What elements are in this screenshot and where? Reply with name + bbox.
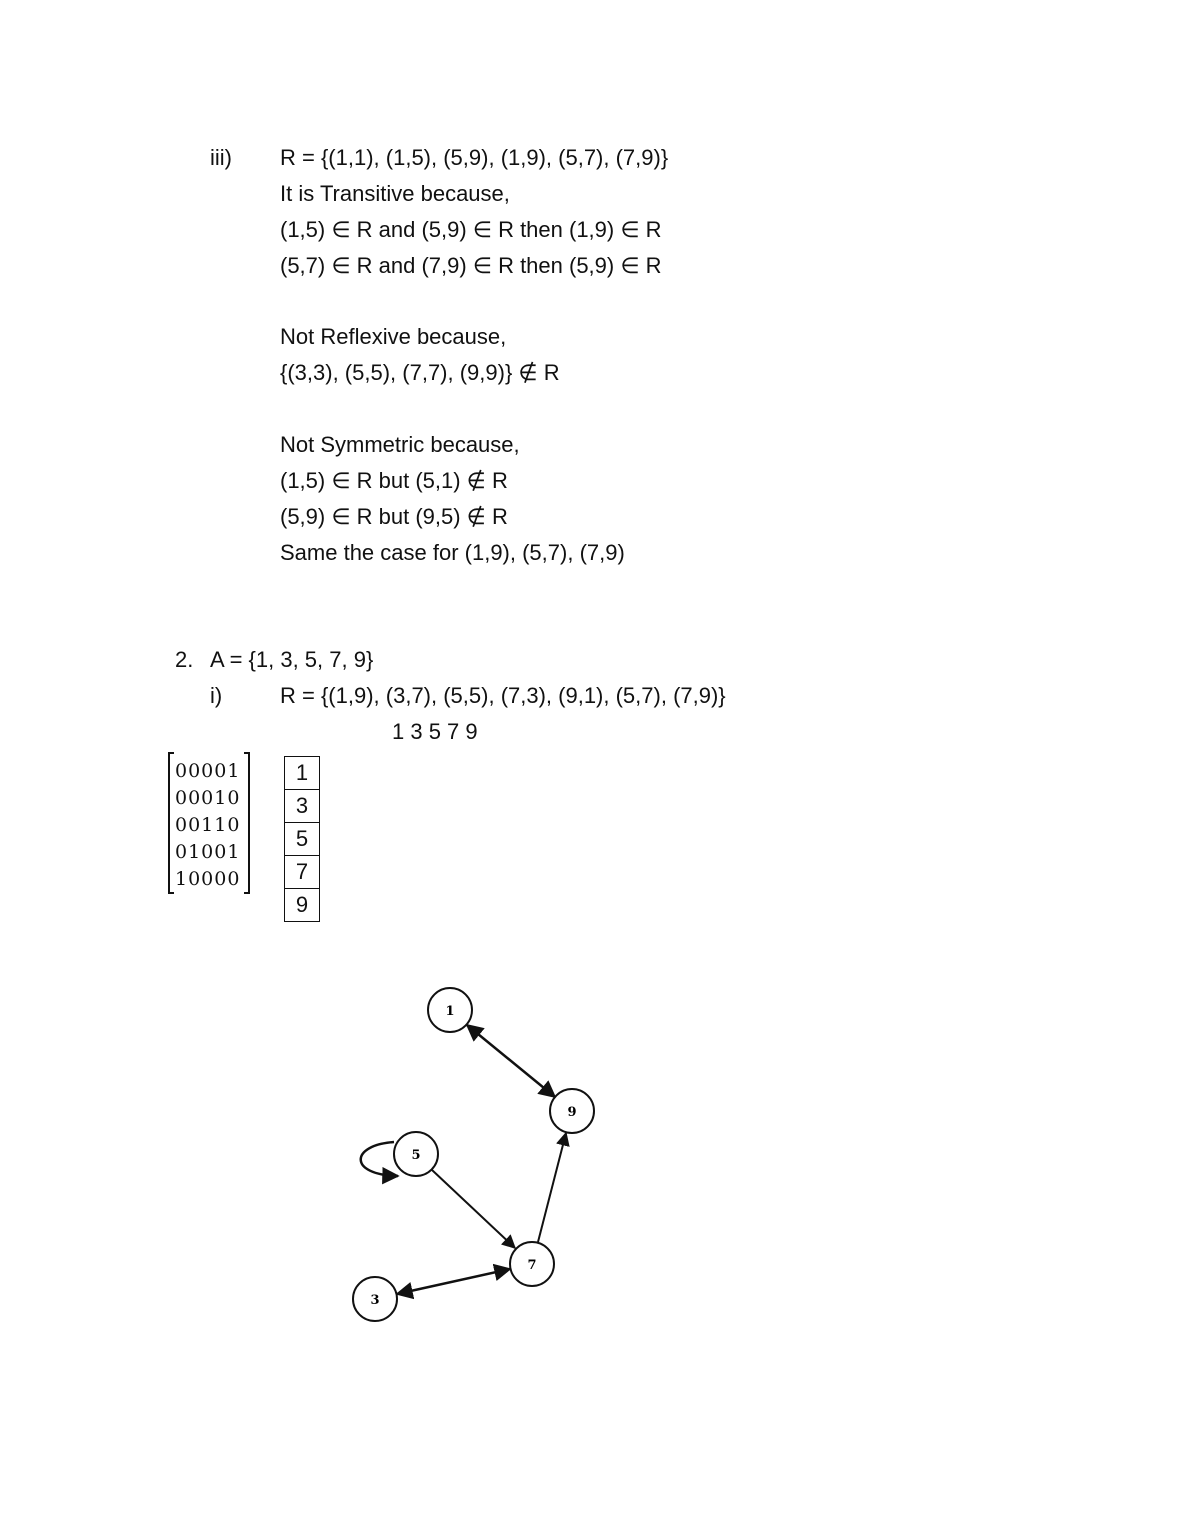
reflexive-line: {(3,3), (5,5), (7,7), (9,9)} ∉ R [280,360,560,385]
svg-text:7: 7 [527,1258,537,1273]
symmetric-heading: Not Symmetric because, [280,432,520,457]
symmetric-line: (1,5) ∈ R but (5,1) ∉ R [280,468,508,493]
node-3 [353,1277,397,1321]
node-9 [550,1089,594,1133]
row-label: 3 [285,790,320,823]
svg-text:9: 9 [567,1105,577,1120]
part-iii-relation: R = {(1,1), (1,5), (5,9), (1,9), (5,7), (7,9)} [280,145,669,170]
set-definition: A = {1, 3, 5, 7, 9} [210,647,374,672]
symmetric-line: (5,9) ∈ R but (9,5) ∉ R [280,504,508,529]
part-iii-label: iii) [210,145,232,170]
svg-text:1: 1 [445,1004,455,1019]
transitive-heading: It is Transitive because, [280,181,510,206]
edge-3-7 [397,1269,510,1294]
reflexive-heading: Not Reflexive because, [280,324,507,349]
part-i-label: i) [210,683,223,708]
question-number: 2. [175,647,194,672]
part-i-relation: R = {(1,9), (3,7), (5,5), (7,3), (9,1), (5,7), (7,9)} [280,683,726,708]
edge-7-9 [538,1133,566,1242]
edge-5-loop [361,1142,398,1176]
symmetric-line: Same the case for (1,9), (5,7), (7,9) [280,540,625,565]
node-7 [510,1242,554,1286]
svg-text:5: 5 [411,1148,421,1163]
row-label: 7 [285,856,320,889]
node-1 [428,988,472,1032]
matrix-column-header: 1 3 5 7 9 [392,719,478,744]
transitive-line: (5,7) ∈ R and (7,9) ∈ R then (5,9) ∈ R [280,253,662,278]
node-5 [394,1132,438,1176]
row-label: 5 [285,823,320,856]
transitive-line: (1,5) ∈ R and (5,9) ∈ R then (1,9) ∈ R [280,217,662,242]
edge-5-7 [432,1170,515,1248]
matrix-row: 00110 [175,814,241,836]
matrix-row: 00010 [175,787,241,809]
row-label: 1 [285,757,320,790]
matrix-row: 00001 [175,760,241,782]
matrix-row: 01001 [175,841,241,863]
svg-text:3: 3 [370,1293,380,1308]
matrix-row: 10000 [175,868,241,890]
row-label: 9 [285,889,320,922]
edge-1-9 [467,1025,555,1097]
